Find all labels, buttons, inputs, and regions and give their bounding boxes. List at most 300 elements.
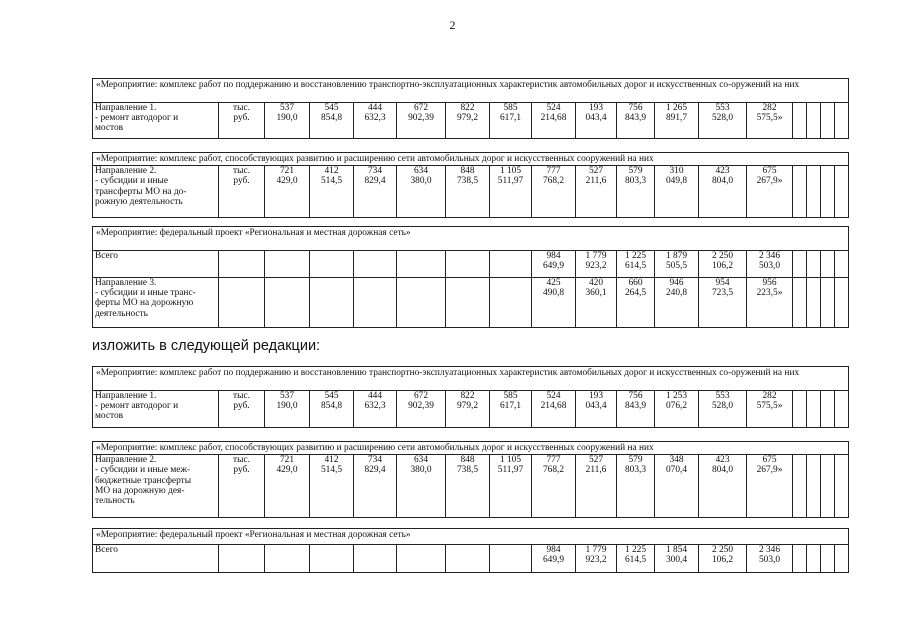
value-line: 2 250 xyxy=(711,251,734,261)
value-cell xyxy=(397,278,446,328)
value-line: 214,68 xyxy=(540,113,567,124)
value-cell xyxy=(490,166,532,218)
table-before-repair xyxy=(92,78,849,139)
value-line: 553 xyxy=(715,103,730,113)
unit-line: тыс. xyxy=(233,166,250,177)
value-cell xyxy=(699,251,747,278)
value-line: 984 xyxy=(546,251,561,261)
empty-cell xyxy=(821,391,835,428)
empty-cell xyxy=(821,278,835,328)
value-cell xyxy=(617,251,655,278)
value-line: 190,0 xyxy=(276,401,298,412)
value-line: 223,5» xyxy=(756,288,783,299)
value-line: 193 xyxy=(588,391,604,401)
value-line: 444 xyxy=(367,391,383,401)
value-cell xyxy=(446,455,490,518)
value-line: 1 879 xyxy=(665,251,688,261)
value-cell xyxy=(655,103,699,139)
value-line: 614,5 xyxy=(624,555,647,566)
page-number: 2 xyxy=(449,18,456,32)
value-cell xyxy=(490,278,532,328)
value-line: 043,4 xyxy=(585,113,607,124)
value-line: 843,9 xyxy=(624,401,647,412)
value-cell xyxy=(576,455,617,518)
value-line: 553 xyxy=(715,391,730,401)
description-line: мостов xyxy=(95,411,124,422)
value-cell xyxy=(490,545,532,573)
unit-cell xyxy=(219,455,265,518)
direction-description xyxy=(93,391,219,428)
unit-cell xyxy=(219,391,265,428)
value-line: 503,0 xyxy=(758,261,781,272)
unit-line: руб. xyxy=(233,401,250,412)
value-line: 527 xyxy=(588,166,604,177)
value-cell xyxy=(446,251,490,278)
value-line: 423 xyxy=(715,166,730,177)
description-line: - субсидии и иные xyxy=(95,176,169,187)
unit-cell xyxy=(219,545,265,573)
table-row xyxy=(93,278,849,328)
value-cell xyxy=(576,545,617,573)
empty-cell xyxy=(835,103,849,139)
value-line: 614,5 xyxy=(624,261,647,272)
value-line: 848 xyxy=(460,455,475,466)
value-line: 768,2 xyxy=(542,176,565,187)
value-line: 524 xyxy=(546,391,561,401)
value-cell xyxy=(655,545,699,573)
value-line: 528,0 xyxy=(711,401,734,412)
value-line: 310 xyxy=(669,166,684,177)
value-cell xyxy=(617,545,655,573)
value-cell xyxy=(747,103,793,139)
empty-cell xyxy=(807,545,821,573)
value-line: 505,5 xyxy=(665,261,688,272)
description-line: Всего xyxy=(95,545,118,555)
value-line: 804,0 xyxy=(711,176,734,187)
unit-line: руб. xyxy=(233,113,250,124)
value-cell xyxy=(310,278,354,328)
value-cell xyxy=(446,545,490,573)
value-cell xyxy=(617,278,655,328)
direction-description xyxy=(93,455,219,518)
event-header: «Мероприятие: федеральный проект «Региональная и местная дорожная сеть» xyxy=(93,227,849,251)
value-line: 429,0 xyxy=(276,176,298,187)
value-line: 2 346 xyxy=(758,251,781,261)
value-line: 1 105 xyxy=(499,455,522,466)
value-line: 632,3 xyxy=(364,113,386,124)
value-cell xyxy=(310,166,354,218)
value-line: 723,5 xyxy=(711,288,734,299)
empty-cell xyxy=(793,278,807,328)
value-cell xyxy=(310,545,354,573)
value-line: 511,97 xyxy=(497,176,524,187)
value-line: 632,3 xyxy=(364,401,386,412)
table-after-repair xyxy=(92,366,849,428)
value-line: 768,2 xyxy=(542,465,565,476)
table-before-federal-project xyxy=(92,226,849,328)
value-line: 211,6 xyxy=(585,176,607,187)
value-line: 923,2 xyxy=(585,261,607,272)
unit-line: руб. xyxy=(233,176,250,187)
value-line: 1 854 xyxy=(665,545,688,555)
value-line: 660 xyxy=(628,278,643,288)
table-row xyxy=(93,166,849,218)
value-line: 211,6 xyxy=(585,465,607,476)
value-cell xyxy=(354,278,397,328)
value-line: 721 xyxy=(279,166,295,177)
value-line: 923,2 xyxy=(585,555,607,566)
value-line: 575,5» xyxy=(756,113,783,124)
value-line: 756 xyxy=(628,103,643,113)
empty-cell xyxy=(793,251,807,278)
value-cell xyxy=(576,166,617,218)
edit-instruction-text: изложить в следующей редакции: xyxy=(92,338,321,354)
value-cell xyxy=(617,455,655,518)
value-cell xyxy=(532,166,576,218)
value-line: 106,2 xyxy=(711,261,734,272)
value-line: 412 xyxy=(324,166,339,177)
value-line: 420 xyxy=(588,278,604,288)
event-header: «Мероприятие: федеральный проект «Региональная и местная дорожная сеть» xyxy=(93,529,849,545)
event-header: «Мероприятие: комплекс работ по поддержанию и восстановлению транспортно-эксплуатационных характеристик автомобильных дорог и искусственных со-оружений на них xyxy=(93,79,849,103)
value-line: 444 xyxy=(367,103,383,113)
description-line: Направление 2. xyxy=(95,455,157,466)
empty-cell xyxy=(821,166,835,218)
value-cell xyxy=(655,251,699,278)
value-line: 528,0 xyxy=(711,113,734,124)
description-line: Всего xyxy=(95,251,118,261)
direction-description xyxy=(93,251,219,278)
empty-cell xyxy=(835,251,849,278)
value-cell xyxy=(397,166,446,218)
description-line: бюджетные трансферты xyxy=(95,475,192,486)
value-line: 829,4 xyxy=(364,465,386,476)
value-line: 822 xyxy=(460,391,475,401)
value-cell xyxy=(265,278,310,328)
value-line: 193 xyxy=(588,103,604,113)
description-line: МО на дорожную дея- xyxy=(95,485,185,496)
value-cell xyxy=(655,166,699,218)
value-line: 545 xyxy=(324,391,339,401)
event-header: «Мероприятие: комплекс работ, способствующих развитию и расширению сети автомобильных дорог и искусственных сооружений на них xyxy=(93,153,849,166)
description-line: трансферты МО на до- xyxy=(95,186,187,197)
value-cell xyxy=(265,166,310,218)
value-line: 425 xyxy=(546,278,561,288)
value-cell xyxy=(265,251,310,278)
description-line: Направление 1. xyxy=(95,391,157,401)
value-line: 738,5 xyxy=(456,176,479,187)
value-cell xyxy=(699,103,747,139)
value-line: 049,8 xyxy=(665,176,688,187)
value-line: 1 105 xyxy=(499,166,522,177)
value-line: 734 xyxy=(367,455,383,466)
table-after-subsidies xyxy=(92,441,849,518)
value-line: 756 xyxy=(628,391,643,401)
description-line: тельность xyxy=(95,496,135,507)
value-cell xyxy=(310,391,354,428)
value-line: 672 xyxy=(413,391,429,401)
value-line: 282 xyxy=(762,391,777,401)
value-line: 524 xyxy=(546,103,561,113)
value-cell xyxy=(699,391,747,428)
value-cell xyxy=(354,545,397,573)
value-line: 412 xyxy=(324,455,339,466)
unit-cell xyxy=(219,278,265,328)
empty-cell xyxy=(793,103,807,139)
empty-cell xyxy=(793,166,807,218)
description-line: Направление 2. xyxy=(95,166,157,177)
value-cell xyxy=(699,455,747,518)
empty-cell xyxy=(807,103,821,139)
value-line: 979,2 xyxy=(456,113,479,124)
value-cell xyxy=(747,455,793,518)
value-line: 1 225 xyxy=(624,251,647,261)
empty-cell xyxy=(821,103,835,139)
value-line: 490,8 xyxy=(542,288,565,299)
value-cell xyxy=(655,278,699,328)
value-line: 2 250 xyxy=(711,545,734,555)
value-cell xyxy=(655,455,699,518)
value-cell xyxy=(655,391,699,428)
value-line: 585 xyxy=(503,103,518,113)
empty-cell xyxy=(835,455,849,518)
value-cell xyxy=(490,455,532,518)
value-cell xyxy=(354,251,397,278)
unit-cell xyxy=(219,251,265,278)
description-line: - ремонт автодорог и xyxy=(95,401,179,412)
value-line: 854,8 xyxy=(320,113,343,124)
value-line: 579 xyxy=(628,166,643,177)
empty-cell xyxy=(821,545,835,573)
value-line: 954 xyxy=(715,278,730,288)
value-line: 1 779 xyxy=(585,251,607,261)
table-row xyxy=(93,391,849,428)
value-cell xyxy=(490,103,532,139)
value-line: 537 xyxy=(279,391,295,401)
value-cell xyxy=(747,278,793,328)
value-cell xyxy=(446,278,490,328)
value-cell xyxy=(265,545,310,573)
value-line: 380,0 xyxy=(410,465,432,476)
value-line: 675 xyxy=(762,166,777,177)
value-line: 423 xyxy=(715,455,730,466)
value-line: 514,5 xyxy=(320,176,343,187)
value-line: 511,97 xyxy=(497,465,524,476)
value-line: 854,8 xyxy=(320,401,343,412)
value-line: 617,1 xyxy=(499,401,522,412)
empty-cell xyxy=(835,391,849,428)
unit-line: тыс. xyxy=(233,103,250,113)
description-line: - субсидии и иные транс- xyxy=(95,288,196,299)
empty-cell xyxy=(835,545,849,573)
value-line: 1 265 xyxy=(665,103,688,113)
value-line: 634 xyxy=(413,166,429,177)
empty-cell xyxy=(807,166,821,218)
value-line: 1 225 xyxy=(624,545,647,555)
value-line: 190,0 xyxy=(276,113,298,124)
value-line: 649,9 xyxy=(542,261,565,272)
event-header: «Мероприятие: комплекс работ по поддержанию и восстановлению транспортно-эксплуатационных характеристик автомобильных дорог и искусственных со-оружений на них xyxy=(93,367,849,391)
empty-cell xyxy=(835,278,849,328)
value-cell xyxy=(397,391,446,428)
description-line: Направление 1. xyxy=(95,103,157,113)
value-cell xyxy=(490,391,532,428)
value-cell xyxy=(699,166,747,218)
value-cell xyxy=(397,455,446,518)
value-cell xyxy=(576,278,617,328)
value-line: 503,0 xyxy=(758,555,781,566)
empty-cell xyxy=(793,455,807,518)
unit-line: руб. xyxy=(233,465,250,476)
table-row xyxy=(93,103,849,139)
value-line: 803,3 xyxy=(624,176,647,187)
value-cell xyxy=(310,103,354,139)
direction-description xyxy=(93,278,219,328)
value-line: 738,5 xyxy=(456,465,479,476)
unit-cell xyxy=(219,166,265,218)
table-row xyxy=(93,455,849,518)
value-line: 575,5» xyxy=(756,401,783,412)
value-line: 348 xyxy=(669,455,684,466)
value-line: 2 346 xyxy=(758,545,781,555)
value-cell xyxy=(532,455,576,518)
value-line: 267,9» xyxy=(756,176,783,187)
table-row xyxy=(93,545,849,573)
value-line: 043,4 xyxy=(585,401,607,412)
value-line: 380,0 xyxy=(410,176,432,187)
value-cell xyxy=(747,545,793,573)
value-cell xyxy=(576,251,617,278)
empty-cell xyxy=(793,545,807,573)
value-cell xyxy=(354,455,397,518)
value-cell xyxy=(747,251,793,278)
value-line: 429,0 xyxy=(276,465,298,476)
empty-cell xyxy=(835,166,849,218)
description-line: мостов xyxy=(95,123,124,134)
value-cell xyxy=(617,391,655,428)
value-line: 902,39 xyxy=(408,113,434,124)
value-cell xyxy=(265,391,310,428)
value-line: 634 xyxy=(413,455,429,466)
value-line: 891,7 xyxy=(665,113,688,124)
value-line: 070,4 xyxy=(665,465,688,476)
value-line: 240,8 xyxy=(665,288,688,299)
value-line: 822 xyxy=(460,103,475,113)
value-line: 946 xyxy=(669,278,684,288)
value-line: 803,3 xyxy=(624,465,647,476)
value-line: 721 xyxy=(279,455,295,466)
unit-line: тыс. xyxy=(233,391,250,401)
value-cell xyxy=(446,103,490,139)
value-line: 979,2 xyxy=(456,401,479,412)
value-line: 076,2 xyxy=(665,401,688,412)
value-cell xyxy=(446,391,490,428)
value-line: 300,4 xyxy=(665,555,688,566)
value-cell xyxy=(265,455,310,518)
value-cell xyxy=(617,166,655,218)
event-header: «Мероприятие: комплекс работ, способствующих развитию и расширению сети автомобильных дорог и искусственных сооружений на них xyxy=(93,442,849,455)
unit-line: тыс. xyxy=(233,455,250,466)
value-cell xyxy=(397,251,446,278)
description-line: рожную деятельность xyxy=(95,196,183,207)
value-line: 537 xyxy=(279,103,295,113)
value-line: 672 xyxy=(413,103,429,113)
empty-cell xyxy=(821,455,835,518)
direction-description xyxy=(93,166,219,218)
unit-cell xyxy=(219,103,265,139)
value-cell xyxy=(265,103,310,139)
value-line: 902,39 xyxy=(408,401,434,412)
value-line: 282 xyxy=(762,103,777,113)
value-line: 514,5 xyxy=(320,465,343,476)
value-cell xyxy=(617,103,655,139)
empty-cell xyxy=(793,391,807,428)
value-cell xyxy=(747,166,793,218)
value-line: 267,9» xyxy=(756,465,783,476)
table-row xyxy=(93,251,849,278)
value-line: 829,4 xyxy=(364,176,386,187)
value-line: 734 xyxy=(367,166,383,177)
value-line: 777 xyxy=(546,166,561,177)
value-line: 264,5 xyxy=(624,288,647,299)
value-cell xyxy=(397,103,446,139)
table-after-federal-project xyxy=(92,528,849,573)
value-line: 360,1 xyxy=(585,288,607,299)
value-line: 1 779 xyxy=(585,545,607,555)
value-cell xyxy=(699,545,747,573)
value-line: 1 253 xyxy=(665,391,688,401)
value-cell xyxy=(354,103,397,139)
value-cell xyxy=(354,166,397,218)
value-cell xyxy=(397,545,446,573)
value-line: 527 xyxy=(588,455,604,466)
value-cell xyxy=(747,391,793,428)
value-line: 649,9 xyxy=(542,555,565,566)
empty-cell xyxy=(807,455,821,518)
description-line: ферты МО на дорожную xyxy=(95,298,194,309)
value-line: 545 xyxy=(324,103,339,113)
value-cell xyxy=(354,391,397,428)
empty-cell xyxy=(807,251,821,278)
description-line: - субсидии и иные меж- xyxy=(95,465,191,476)
empty-cell xyxy=(821,251,835,278)
value-line: 843,9 xyxy=(624,113,647,124)
value-line: 848 xyxy=(460,166,475,177)
value-cell xyxy=(532,103,576,139)
value-cell xyxy=(576,391,617,428)
value-line: 956 xyxy=(762,278,777,288)
value-line: 579 xyxy=(628,455,643,466)
description-line: Направление 3. xyxy=(95,278,157,288)
value-cell xyxy=(490,251,532,278)
value-line: 106,2 xyxy=(711,555,734,566)
value-line: 617,1 xyxy=(499,113,522,124)
direction-description xyxy=(93,545,219,573)
value-cell xyxy=(532,391,576,428)
value-cell xyxy=(699,278,747,328)
value-cell xyxy=(576,103,617,139)
description-line: деятельность xyxy=(95,308,148,319)
value-line: 675 xyxy=(762,455,777,466)
value-line: 804,0 xyxy=(711,465,734,476)
value-cell xyxy=(532,251,576,278)
empty-cell xyxy=(807,391,821,428)
value-cell xyxy=(310,455,354,518)
value-cell xyxy=(446,166,490,218)
empty-cell xyxy=(807,278,821,328)
value-cell xyxy=(532,278,576,328)
value-cell xyxy=(532,545,576,573)
